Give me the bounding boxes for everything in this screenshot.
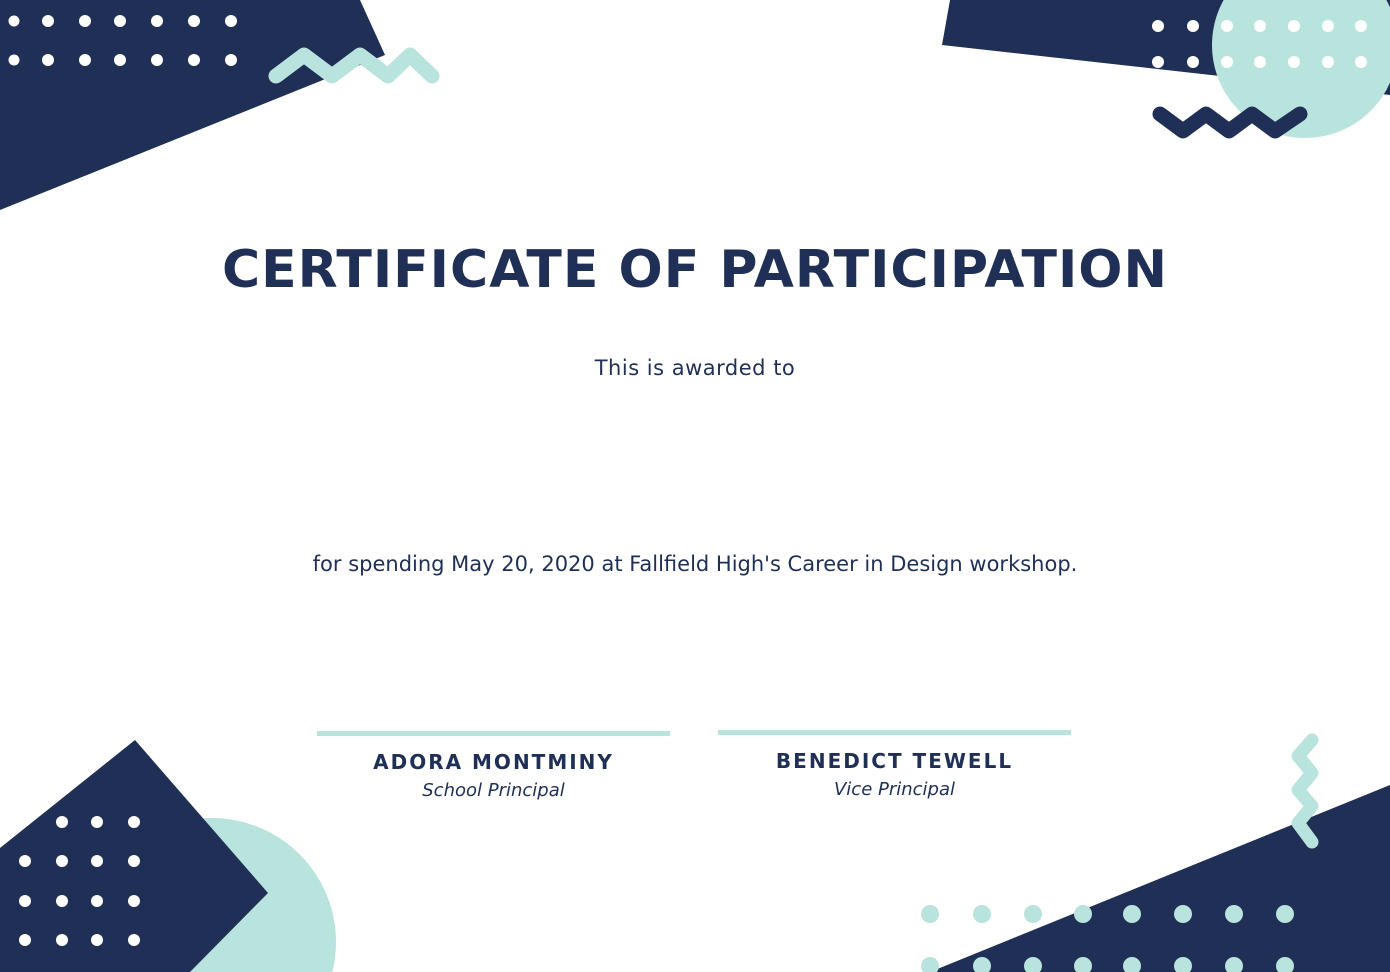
bottom-right-navy-shape (930, 785, 1390, 972)
awarded-to-text: This is awarded to (594, 356, 796, 380)
signature-block-principal (317, 731, 670, 801)
award-reason-text: for spending May 20, 2020 at Fallfield High's Career in Design workshop. (312, 552, 1078, 576)
signature-line (718, 730, 1071, 735)
signature-block-vice-principal (718, 730, 1071, 800)
signatory-name: ADORA MONTMINY (373, 750, 614, 774)
signatory-role: School Principal (422, 780, 565, 801)
signatory-role: Vice Principal (833, 779, 956, 800)
signatory-name: BENEDICT TEWELL (775, 749, 1014, 773)
signature-line (317, 731, 670, 736)
certificate-title: CERTIFICATE OF PARTICIPATION (221, 240, 1169, 300)
top-left-navy-shape (0, 0, 385, 210)
